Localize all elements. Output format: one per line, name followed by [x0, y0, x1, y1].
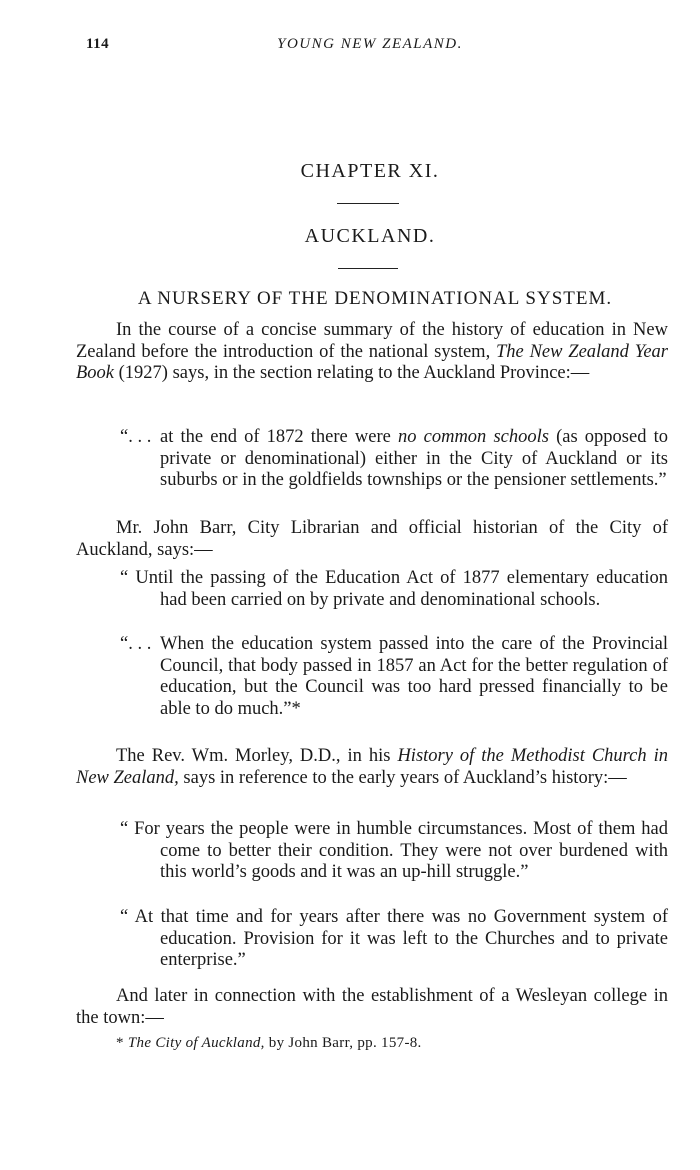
page-number: 114	[86, 36, 110, 52]
running-title: YOUNG NEW ZEALAND.	[277, 36, 463, 52]
paragraph-morley: The Rev. Wm. Morley, D.D., in his History of the Methodist Church in New Zealand, says in reference to the early years of Auckland’s history:—	[76, 746, 669, 788]
quote-year-book: “. . . at the end of 1872 there were no common schools (as opposed to private or denominational) either in the City of Auckland or its suburbs or in the goldfields townships or the pensioner settlements.”	[120, 427, 668, 490]
section-title: A NURSERY OF THE DENOMINATIONAL SYSTEM.	[137, 288, 613, 309]
quote-barr-1: “ Until the passing of the Education Act of 1877 elementary education had been carried on by private and denominational schools.	[120, 568, 668, 610]
paragraph-barr: Mr. John Barr, City Librarian and official historian of the City of Auckland, says:—	[76, 518, 668, 560]
chapter-heading: CHAPTER XI.	[300, 160, 440, 182]
chapter-place-title: AUCKLAND.	[304, 225, 436, 247]
quote-barr-2: “. . . When the education system passed into the care of the Provincial Council, that body passed in 1857 an Act for the better regulation of education, but the Council was too hard pressed financially to be able to do much.”*	[120, 634, 668, 719]
quote-morley-1: “ For years the people were in humble circumstances. Most of them had come to better their condition. They were not over burdened with this world’s goods and it was an up-hill struggle.”	[120, 819, 668, 882]
quote-morley-2: “ At that time and for years after there was no Government system of education. Provision for it was left to the Churches and to private enterprise.”	[120, 907, 668, 970]
heading-rule	[338, 268, 398, 269]
paragraph-wesleyan: And later in connection with the establishment of a Wesleyan college in the town:—	[76, 986, 668, 1028]
paragraph-intro: In the course of a concise summary of the history of education in New Zealand before the introduction of the national system, The New Zealand Year Book (1927) says, in the section relating to the Auckland Province:—	[76, 320, 669, 383]
footnote: * The City of Auckland, by John Barr, pp. 157-8.	[116, 1035, 422, 1051]
heading-rule	[337, 203, 399, 204]
running-head	[0, 36, 700, 60]
